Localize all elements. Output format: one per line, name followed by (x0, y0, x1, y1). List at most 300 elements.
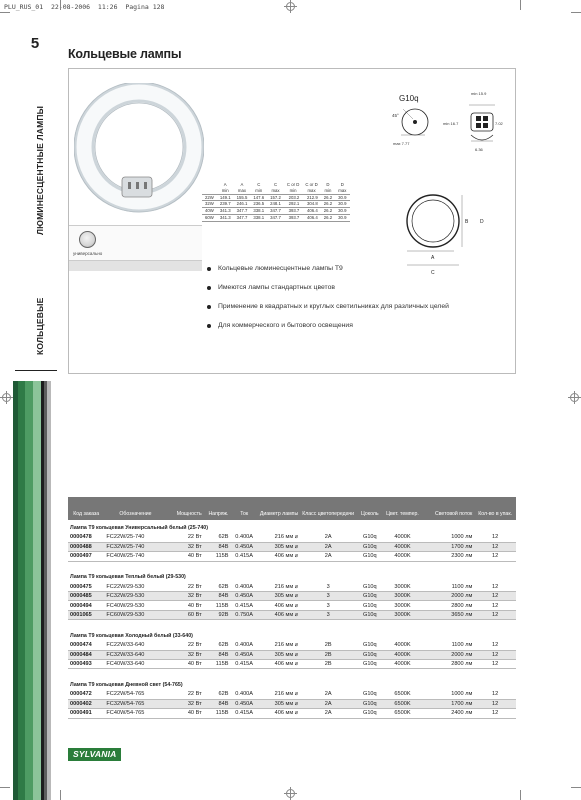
table-cell: 26.2 (323, 194, 333, 200)
table-cell: 393.7 (288, 214, 300, 220)
stripe (25, 381, 33, 800)
table-row (202, 208, 350, 215)
table-cell: 3 (300, 610, 356, 619)
base-curve (471, 135, 493, 140)
group-header-row (68, 628, 516, 641)
table-cell: 0.400A (230, 641, 257, 650)
table-cell: 40 Вт (166, 709, 203, 718)
table-cell: 32 Вт (166, 650, 203, 659)
table-cell: FC22W/29-530 (104, 582, 166, 591)
table-header-cell: Напряж. (204, 497, 231, 520)
table-cell: 6500K (384, 699, 422, 708)
stripe (33, 381, 41, 800)
crop-mark (60, 790, 61, 800)
group-header-row (68, 569, 516, 582)
table-cell: 406 мм ⌀ (258, 709, 300, 718)
table-cell: 393.7 (288, 208, 300, 214)
table-row (68, 582, 516, 591)
table-cell: 0000491 (68, 709, 104, 718)
table-header-cell: Ток (230, 497, 257, 520)
table-header-cell: Световой поток (421, 497, 474, 520)
table-cell: 3 (300, 582, 356, 591)
table-cell: 0.400A (230, 533, 257, 542)
table-cell: 2800 лм (421, 660, 474, 669)
table-cell: FC32W/54-765 (104, 699, 166, 708)
table-cell: 84В (204, 542, 231, 551)
table-cell: 147.6 (253, 194, 265, 200)
table-cell: 115В (204, 552, 231, 561)
crop-mark (0, 12, 10, 13)
table-header-cell: min (324, 187, 332, 193)
table-header-cell: A (240, 182, 244, 187)
group-header-row (68, 520, 516, 533)
table-cell: 3000K (384, 610, 422, 619)
section-label: ЛЮМИНЕСЦЕНТНЫЕ ЛАМПЫ (35, 105, 45, 235)
table-cell: 0.450A (230, 542, 257, 551)
table-cell: 347.7 (270, 208, 281, 214)
dim-max-777: max 7.77 (393, 141, 410, 146)
table-cell: 30.9 (338, 194, 347, 200)
base-pin (476, 116, 481, 121)
table-cell: 3 (300, 592, 356, 601)
table-cell: 304.8 (306, 201, 318, 207)
table-cell: 2B (300, 660, 356, 669)
divider (69, 261, 202, 271)
decorative-stripes (13, 381, 51, 800)
section-number: 5 (30, 35, 40, 52)
universal-base-icon (79, 231, 96, 248)
table-cell: 12 (474, 699, 516, 708)
table-row (68, 552, 516, 561)
table-cell: 2800 лм (421, 601, 474, 610)
table-cell: 4000K (384, 660, 422, 669)
table-cell: 22 Вт (166, 533, 203, 542)
stripe (47, 381, 51, 800)
subsection-label-wrap (35, 285, 49, 375)
table-cell: G10q (356, 709, 383, 718)
spacer-row (68, 669, 516, 677)
table-row (68, 699, 516, 708)
table-cell: 30.9 (338, 201, 347, 207)
table-cell: FC32W/33-640 (104, 650, 166, 659)
table-cell: 0.400A (230, 690, 257, 699)
dim-min-159: min 15.9 (471, 91, 487, 96)
table-row (68, 610, 516, 619)
registration-mark-icon (2, 393, 11, 402)
table-cell: 3000K (384, 601, 422, 610)
table-cell: 347.7 (270, 214, 281, 220)
group-title: Лампа T9 кольцевая (70, 681, 124, 688)
table-cell: 26.2 (323, 201, 333, 207)
list-item: Применение в квадратных и круглых светильниках для различных целей (207, 303, 449, 322)
table-cell: 338.1 (253, 214, 265, 220)
table-cell: 60W (205, 214, 214, 220)
section-side-band (13, 35, 57, 380)
table-cell: 12 (474, 690, 516, 699)
table-cell: FC32W/25-740 (104, 542, 166, 551)
spacer-cell (68, 620, 516, 628)
table-row (68, 650, 516, 659)
crop-mark (571, 787, 581, 788)
table-cell: G10q (356, 542, 383, 551)
table-cell: G10q (356, 601, 383, 610)
table-header-cell: C (257, 182, 261, 187)
table-header-cell: min (255, 187, 263, 193)
group-header-row (68, 677, 516, 690)
table-header-cell: D (326, 182, 330, 187)
spacer-cell (68, 561, 516, 569)
table-header-cell: Цоколь (356, 497, 383, 520)
table-cell: 0000475 (68, 582, 104, 591)
table-cell: 2000 лм (421, 592, 474, 601)
table-cell: 0000485 (68, 592, 104, 601)
table-cell: 341.3 (219, 208, 231, 214)
group-title-cell (68, 628, 516, 641)
table-header-cell: max (338, 187, 347, 193)
table-cell: G10q (356, 641, 383, 650)
base-pin (476, 123, 481, 128)
group-title-cell (68, 520, 516, 533)
section-label-wrap (35, 105, 49, 305)
table-cell: 2300 лм (421, 552, 474, 561)
table-cell: 32 Вт (166, 542, 203, 551)
group-title-cell (68, 677, 516, 690)
table-cell: 6500K (384, 709, 422, 718)
table-cell: FC60W/29-530 (104, 610, 166, 619)
table-cell: 26.2 (323, 208, 333, 214)
table-cell: 216 мм ⌀ (258, 641, 300, 650)
table-cell: 246.1 (236, 201, 248, 207)
technical-drawing (379, 83, 509, 279)
table-cell: 62В (204, 533, 231, 542)
table-row (68, 542, 516, 551)
spacer-cell (68, 669, 516, 677)
table-cell: FC40W/33-640 (104, 660, 166, 669)
table-cell: 40W (205, 208, 214, 214)
table-cell: 32W (205, 201, 214, 207)
table-cell: 2B (300, 641, 356, 650)
table-cell: 0000497 (68, 552, 104, 561)
table-cell: 216 мм ⌀ (258, 533, 300, 542)
table-cell: 2A (300, 542, 356, 551)
table-cell: 84В (204, 592, 231, 601)
table-cell: 22 Вт (166, 690, 203, 699)
table-cell: 0.400A (230, 582, 257, 591)
table-header-cell: C or D (286, 182, 300, 187)
table-cell: 40 Вт (166, 552, 203, 561)
table-cell: 12 (474, 552, 516, 561)
ring-label-b: B (465, 219, 469, 225)
page-title: Кольцевые лампы (68, 47, 182, 61)
table-cell: FC32W/29-530 (104, 592, 166, 601)
group-title: Лампа T9 кольцевая (70, 574, 124, 581)
table-cell: 0.450A (230, 699, 257, 708)
ring-label-a: A (431, 255, 435, 261)
table-header-cell: Мощность (166, 497, 203, 520)
table-cell: 2000 лм (421, 650, 474, 659)
table-cell: 12 (474, 601, 516, 610)
registration-mark-icon (570, 393, 579, 402)
table-header-cell: C (273, 182, 278, 187)
table-cell: G10q (356, 552, 383, 561)
table-cell: G10q (356, 660, 383, 669)
table-cell: FC40W/54-765 (104, 709, 166, 718)
table-cell: 347.7 (236, 214, 248, 220)
table-cell: 60 Вт (166, 610, 203, 619)
ring-label-c: C (431, 270, 435, 276)
table-cell: 30.9 (338, 208, 347, 214)
table-cell: 305 мм ⌀ (258, 650, 300, 659)
table-cell: 157.2 (270, 194, 281, 200)
table-cell: 4000K (384, 552, 422, 561)
group-subtitle: Холодный белый (33-640) (125, 632, 193, 639)
table-cell: 1000 лм (421, 690, 474, 699)
table-cell: 2B (300, 650, 356, 659)
crop-mark (60, 0, 61, 10)
table-cell: 92В (204, 610, 231, 619)
table-cell: 2A (300, 690, 356, 699)
table-row (68, 690, 516, 699)
table-cell: G10q (356, 690, 383, 699)
print-header: PLU_RUS_01 22-08-2006 11:26 Pagina 128 (4, 3, 165, 11)
table-row (68, 592, 516, 601)
table-cell: 0.415A (230, 552, 257, 561)
group-subtitle: Универсальный белый (25-740) (125, 525, 209, 531)
group-subtitle: Теплый белый (29-530) (125, 574, 186, 581)
ring-label-d: D (480, 219, 484, 225)
table-cell: 4000K (384, 533, 422, 542)
table-header-cell: Диаметр лампы (258, 497, 300, 520)
table-cell: 30.9 (338, 214, 347, 220)
base-top-view (471, 113, 493, 131)
table-cell: 1100 лм (421, 582, 474, 591)
product-panel (68, 68, 516, 374)
spacer-row (68, 620, 516, 628)
table-cell: 2A (300, 533, 356, 542)
table-row (68, 641, 516, 650)
table-cell: 155.5 (236, 194, 248, 200)
dim-angle: 45° (392, 113, 399, 118)
table-cell: 12 (474, 709, 516, 718)
list-item: Кольцевые люминесцентные лампы T9 (207, 265, 449, 284)
stripe (18, 381, 25, 800)
registration-mark-icon (286, 2, 295, 11)
crop-mark (0, 787, 10, 788)
table-cell: 84В (204, 699, 231, 708)
dim-702: 7.02 (495, 121, 503, 126)
table-header-cell: min (221, 187, 229, 193)
dim-636: 6.36 (475, 147, 483, 152)
table-row (68, 709, 516, 718)
table-cell: 12 (474, 610, 516, 619)
dimensions-table (202, 182, 350, 222)
table-cell: 341.3 (219, 214, 231, 220)
table-cell: 1700 лм (421, 542, 474, 551)
spacer-row (68, 561, 516, 569)
table-cell: 305 мм ⌀ (258, 592, 300, 601)
table-cell: G10q (356, 592, 383, 601)
table-cell: 0.750A (230, 610, 257, 619)
table-cell: 0.415A (230, 660, 257, 669)
table-cell: 12 (474, 660, 516, 669)
table-cell: 0000484 (68, 650, 104, 659)
table-header-cell: Код заказа (68, 497, 104, 520)
table-cell: 248.1 (270, 201, 281, 207)
table-header-cell: max (307, 187, 316, 193)
table-row (202, 194, 350, 201)
table-cell: G10q (356, 582, 383, 591)
group-subtitle: Дневной свет (54-765) (125, 681, 183, 688)
group-title: Лампа T9 кольцевая (70, 632, 124, 639)
table-cell: 0000474 (68, 641, 104, 650)
table-cell: 203.2 (288, 194, 300, 200)
table-row (202, 214, 350, 221)
table-cell: 12 (474, 650, 516, 659)
crop-mark (520, 790, 521, 800)
table-cell: 406.4 (306, 208, 318, 214)
table-cell: 3650 лм (421, 610, 474, 619)
table-cell: 3000K (384, 592, 422, 601)
base-pin (483, 123, 488, 128)
table-header-cell: C or D (305, 182, 318, 187)
circular-lamp-image (74, 83, 204, 213)
table-cell: 2A (300, 552, 356, 561)
table-cell: 305 мм ⌀ (258, 542, 300, 551)
subsection-label: КОЛЬЦЕВЫЕ (35, 297, 45, 355)
table-cell: 12 (474, 641, 516, 650)
table-header-cell: A (223, 182, 227, 187)
base-label: G10q (399, 94, 419, 103)
table-cell: 149.1 (219, 194, 231, 200)
table-cell: 62В (204, 641, 231, 650)
table-cell: 115В (204, 709, 231, 718)
table-header-row (202, 188, 350, 194)
table-cell: 1100 лм (421, 641, 474, 650)
table-cell: FC22W/33-640 (104, 641, 166, 650)
table-cell: 4000K (384, 641, 422, 650)
table-row (68, 533, 516, 542)
table-cell: 26.2 (323, 214, 333, 220)
table-cell: 305 мм ⌀ (258, 699, 300, 708)
registration-mark-icon (286, 789, 295, 798)
table-cell: 32 Вт (166, 699, 203, 708)
table-cell: FC22W/54-765 (104, 690, 166, 699)
table-cell: 0.415A (230, 601, 257, 610)
list-item: Для коммерческого и бытового освещения (207, 322, 449, 341)
table-cell: 0.450A (230, 650, 257, 659)
table-cell: 62В (204, 690, 231, 699)
table-cell: 4000K (384, 542, 422, 551)
table-cell: 12 (474, 533, 516, 542)
universal-base-box (69, 225, 202, 261)
table-cell: FC40W/29-530 (104, 601, 166, 610)
table-header-cell: D (340, 182, 344, 187)
table-cell: 12 (474, 582, 516, 591)
table-cell: 406.4 (306, 214, 318, 220)
table-cell: 2A (300, 709, 356, 718)
table-cell: 0.450A (230, 592, 257, 601)
table-header-cell: Кол-во в упак. (474, 497, 516, 520)
table-cell: 6500K (384, 690, 422, 699)
table-cell: 12 (474, 592, 516, 601)
table-cell: 22W (205, 194, 214, 200)
table-cell: 0000493 (68, 660, 104, 669)
table-cell: 0000478 (68, 533, 104, 542)
table-cell: 4000K (384, 650, 422, 659)
base-pin (413, 120, 417, 124)
table-cell: 115В (204, 601, 231, 610)
table-cell: 32 Вт (166, 592, 203, 601)
table-cell: G10q (356, 610, 383, 619)
table-header-cell: max (271, 187, 280, 193)
table-cell: 406 мм ⌀ (258, 552, 300, 561)
table-cell: 22 Вт (166, 582, 203, 591)
table-header-cell: min (289, 187, 297, 193)
table-header-cell: max (237, 187, 247, 193)
table-cell: FC22W/25-740 (104, 533, 166, 542)
product-table (68, 497, 516, 719)
table-cell: 22 Вт (166, 641, 203, 650)
table-cell: 3 (300, 601, 356, 610)
group-title-cell (68, 569, 516, 582)
table-cell: 40 Вт (166, 601, 203, 610)
table-cell: 236.5 (253, 201, 265, 207)
table-cell: G10q (356, 533, 383, 542)
table-cell: 0000488 (68, 542, 104, 551)
table-cell: G10q (356, 650, 383, 659)
table-header-cell: Класс цветопередачи (300, 497, 356, 520)
table-cell: 3000K (384, 582, 422, 591)
table-cell: 2A (300, 699, 356, 708)
table-cell: 212.9 (306, 194, 318, 200)
base-pin (483, 116, 488, 121)
table-cell: 1000 лм (421, 533, 474, 542)
table-cell: 406 мм ⌀ (258, 601, 300, 610)
table-row (68, 660, 516, 669)
dim-min-167: min 16.7 (443, 121, 459, 126)
table-cell: 216 мм ⌀ (258, 690, 300, 699)
table-cell: 84В (204, 650, 231, 659)
table-cell: 2400 лм (421, 709, 474, 718)
ring-outline-inner (412, 200, 454, 242)
ring-outline-outer (407, 195, 459, 247)
table-cell: 0.415A (230, 709, 257, 718)
table-cell: 62В (204, 582, 231, 591)
table-cell: 338.1 (253, 208, 265, 214)
group-title: Лампа T9 кольцевая (70, 525, 124, 531)
table-cell: G10q (356, 699, 383, 708)
table-cell: 292.1 (288, 201, 300, 207)
table-cell: 406 мм ⌀ (258, 660, 300, 669)
table-cell: 40 Вт (166, 660, 203, 669)
table-cell: FC40W/25-740 (104, 552, 166, 561)
table-cell: 406 мм ⌀ (258, 610, 300, 619)
table-cell: 1700 лм (421, 699, 474, 708)
table-cell: 115В (204, 660, 231, 669)
table-cell: 0000402 (68, 699, 104, 708)
crop-mark (520, 0, 521, 10)
table-header-row (68, 497, 516, 520)
table-row (202, 201, 350, 208)
table-cell: 239.7 (219, 201, 231, 207)
table-header-cell: Цвет. темпер. (384, 497, 422, 520)
table-cell: 216 мм ⌀ (258, 582, 300, 591)
table-header-row (202, 182, 350, 188)
list-item: Имеются лампы стандартных цветов (207, 284, 449, 303)
brand-logo: SYLVANIA (68, 748, 121, 761)
table-cell: 12 (474, 542, 516, 551)
divider (15, 370, 57, 371)
